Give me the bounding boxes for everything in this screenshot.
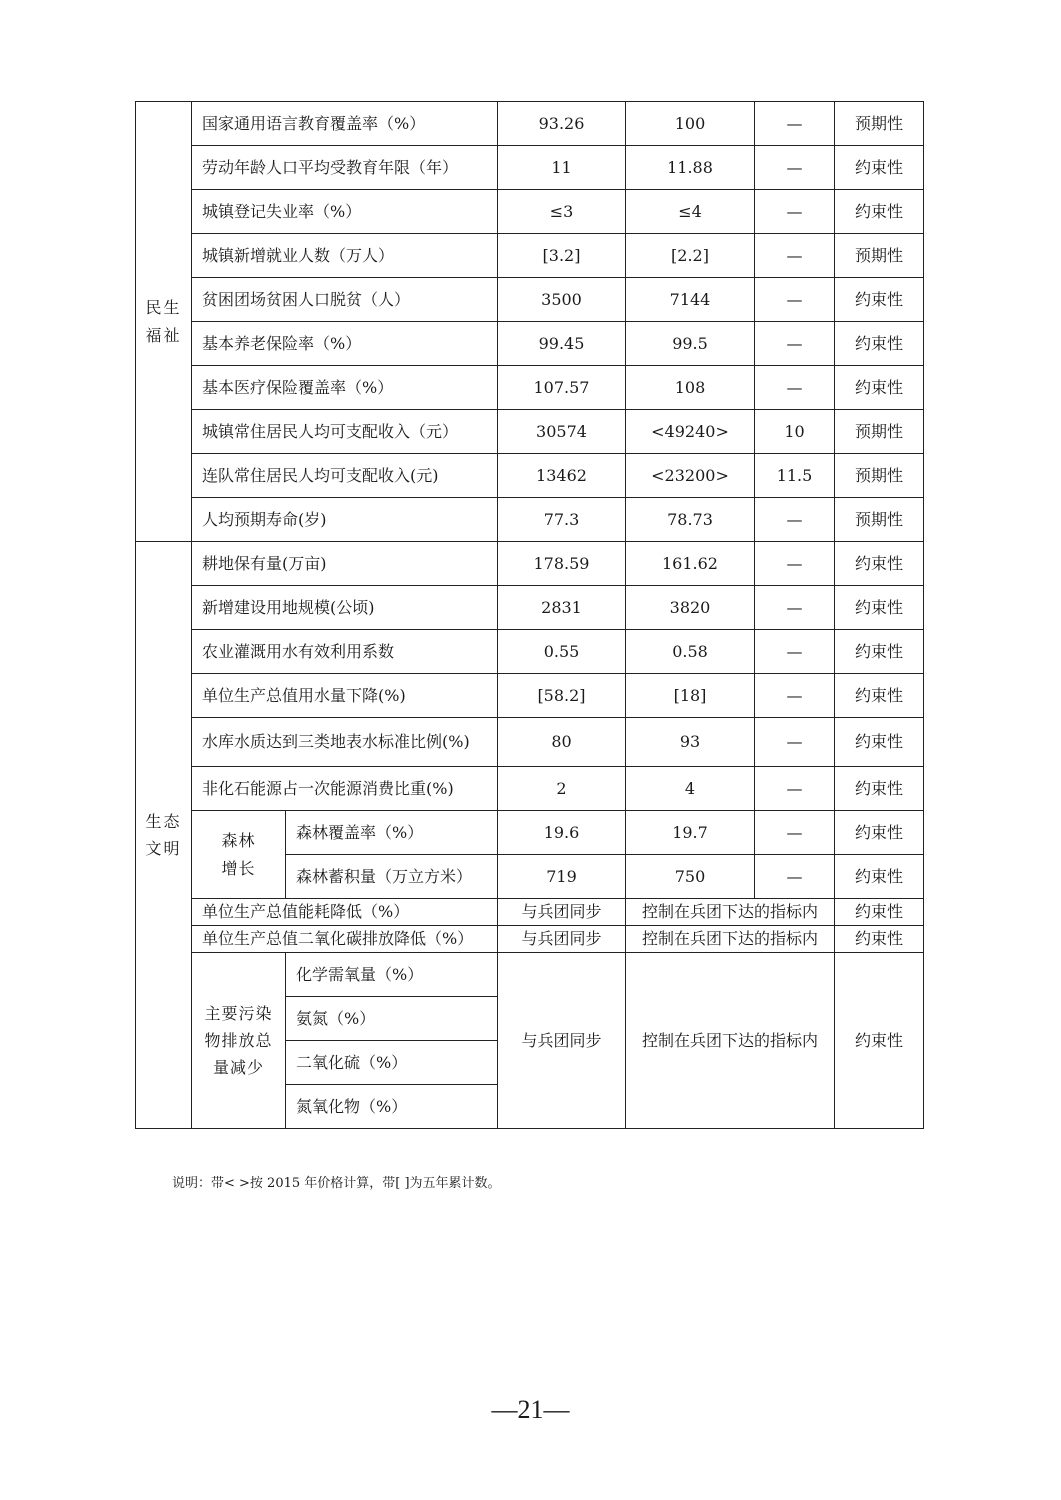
target-value-cell: 19.7	[626, 811, 755, 855]
target-value-cell: 控制在兵团下达的指标内	[626, 953, 835, 1129]
pollutant-item-cell: 氮氧化物（%）	[286, 1085, 498, 1129]
attribute-cell: 约束性	[835, 718, 924, 767]
growth-cell: —	[755, 542, 835, 586]
target-value-cell: 750	[626, 855, 755, 899]
indicator-cell: 森林蓄积量（万立方米）	[286, 855, 498, 899]
base-value-cell: 77.3	[498, 498, 626, 542]
indicator-cell: 农业灌溉用水有效利用系数	[192, 630, 498, 674]
growth-cell: 10	[755, 410, 835, 454]
growth-cell: —	[755, 767, 835, 811]
growth-cell: 11.5	[755, 454, 835, 498]
target-value-cell: 100	[626, 102, 755, 146]
target-value-cell: 11.88	[626, 146, 755, 190]
group-cell-livelihood: 民生 福祉	[136, 102, 192, 542]
attribute-cell: 预期性	[835, 454, 924, 498]
base-value-cell: 30574	[498, 410, 626, 454]
base-value-cell: 0.55	[498, 630, 626, 674]
base-value-cell: 107.57	[498, 366, 626, 410]
target-value-cell: 4	[626, 767, 755, 811]
indicator-cell: 森林覆盖率（%）	[286, 811, 498, 855]
base-value-cell: 719	[498, 855, 626, 899]
base-value-cell: 13462	[498, 454, 626, 498]
table-row	[136, 454, 924, 498]
growth-cell: —	[755, 366, 835, 410]
target-value-cell: ≤4	[626, 190, 755, 234]
attribute-cell: 预期性	[835, 410, 924, 454]
attribute-cell: 约束性	[835, 811, 924, 855]
growth-cell: —	[755, 190, 835, 234]
target-value-cell: <23200>	[626, 454, 755, 498]
table-note: 说明：带< >按 2015 年价格计算，带[ ]为五年累计数。	[172, 1176, 501, 1191]
pollutant-item-cell: 氨氮（%）	[286, 997, 498, 1041]
target-value-cell: 控制在兵团下达的指标内	[626, 899, 835, 926]
target-value-cell: 3820	[626, 586, 755, 630]
base-value-cell: 2	[498, 767, 626, 811]
indicator-cell: 城镇常住居民人均可支配收入（元）	[192, 410, 498, 454]
growth-cell: —	[755, 586, 835, 630]
base-value-cell: 3500	[498, 278, 626, 322]
base-value-cell: [58.2]	[498, 674, 626, 718]
growth-cell: —	[755, 630, 835, 674]
base-value-cell: 2831	[498, 586, 626, 630]
base-value-cell: 与兵团同步	[498, 899, 626, 926]
attribute-cell: 约束性	[835, 855, 924, 899]
table-row	[136, 410, 924, 454]
attribute-cell: 约束性	[835, 767, 924, 811]
attribute-cell: 预期性	[835, 498, 924, 542]
attribute-cell: 约束性	[835, 674, 924, 718]
attribute-cell: 约束性	[835, 586, 924, 630]
growth-cell: —	[755, 498, 835, 542]
target-value-cell: <49240>	[626, 410, 755, 454]
attribute-cell: 预期性	[835, 234, 924, 278]
growth-cell: —	[755, 811, 835, 855]
table-row	[136, 586, 924, 630]
table-row	[136, 899, 924, 926]
indicator-cell: 耕地保有量(万亩)	[192, 542, 498, 586]
subgroup-cell-forest: 森林 增长	[192, 811, 286, 899]
indicator-cell: 基本医疗保险覆盖率（%）	[192, 366, 498, 410]
growth-cell: —	[755, 278, 835, 322]
base-value-cell: 19.6	[498, 811, 626, 855]
attribute-cell: 约束性	[835, 190, 924, 234]
target-value-cell: 161.62	[626, 542, 755, 586]
target-value-cell: [18]	[626, 674, 755, 718]
attribute-cell: 约束性	[835, 953, 924, 1129]
base-value-cell: [3.2]	[498, 234, 626, 278]
base-value-cell: 99.45	[498, 322, 626, 366]
target-value-cell: 控制在兵团下达的指标内	[626, 926, 835, 953]
table-row	[136, 366, 924, 410]
indicator-cell: 单位生产总值二氧化碳排放降低（%）	[192, 926, 498, 953]
table-row	[136, 190, 924, 234]
attribute-cell: 预期性	[835, 102, 924, 146]
pollutant-item-cell: 二氧化硫（%）	[286, 1041, 498, 1085]
attribute-cell: 约束性	[835, 146, 924, 190]
target-value-cell: 0.58	[626, 630, 755, 674]
target-value-cell: 99.5	[626, 322, 755, 366]
table-row	[136, 498, 924, 542]
indicator-cell: 单位生产总值用水量下降(%)	[192, 674, 498, 718]
target-value-cell: 108	[626, 366, 755, 410]
target-value-cell: 93	[626, 718, 755, 767]
indicator-cell: 连队常住居民人均可支配收入(元)	[192, 454, 498, 498]
attribute-cell: 约束性	[835, 278, 924, 322]
growth-cell: —	[755, 234, 835, 278]
target-value-cell: 78.73	[626, 498, 755, 542]
indicator-cell: 城镇登记失业率（%）	[192, 190, 498, 234]
indicator-cell: 劳动年龄人口平均受教育年限（年）	[192, 146, 498, 190]
attribute-cell: 约束性	[835, 630, 924, 674]
indicator-cell: 人均预期寿命(岁)	[192, 498, 498, 542]
group-cell-ecology: 生态 文明	[136, 542, 192, 1129]
indicator-table	[135, 101, 924, 1129]
indicator-cell: 贫困团场贫困人口脱贫（人）	[192, 278, 498, 322]
table-row	[136, 146, 924, 190]
indicator-cell: 单位生产总值能耗降低（%）	[192, 899, 498, 926]
base-value-cell: 93.26	[498, 102, 626, 146]
indicator-cell: 水库水质达到三类地表水标准比例(%)	[192, 718, 498, 767]
table-row	[136, 322, 924, 366]
attribute-cell: 约束性	[835, 366, 924, 410]
table-row	[136, 234, 924, 278]
growth-cell: —	[755, 855, 835, 899]
table-row	[136, 102, 924, 146]
growth-cell: —	[755, 146, 835, 190]
attribute-cell: 约束性	[835, 899, 924, 926]
target-value-cell: [2.2]	[626, 234, 755, 278]
table-row	[136, 811, 924, 855]
growth-cell: —	[755, 102, 835, 146]
table-row	[136, 718, 924, 767]
growth-cell: —	[755, 322, 835, 366]
table-row	[136, 542, 924, 586]
table-row	[136, 953, 924, 997]
indicator-cell: 非化石能源占一次能源消费比重(%)	[192, 767, 498, 811]
table-row	[136, 767, 924, 811]
base-value-cell: 178.59	[498, 542, 626, 586]
base-value-cell: 与兵团同步	[498, 926, 626, 953]
growth-cell: —	[755, 674, 835, 718]
base-value-cell: 与兵团同步	[498, 953, 626, 1129]
base-value-cell: ≤3	[498, 190, 626, 234]
base-value-cell: 80	[498, 718, 626, 767]
table-row	[136, 674, 924, 718]
attribute-cell: 约束性	[835, 542, 924, 586]
page-number: —21—	[491, 1395, 570, 1424]
growth-cell: —	[755, 718, 835, 767]
pollutant-item-cell: 化学需氧量（%）	[286, 953, 498, 997]
target-value-cell: 7144	[626, 278, 755, 322]
table-row	[136, 278, 924, 322]
table-row	[136, 926, 924, 953]
table-row	[136, 630, 924, 674]
attribute-cell: 约束性	[835, 322, 924, 366]
indicator-cell: 国家通用语言教育覆盖率（%）	[192, 102, 498, 146]
attribute-cell: 约束性	[835, 926, 924, 953]
base-value-cell: 11	[498, 146, 626, 190]
subgroup-cell-pollutants: 主要污染 物排放总 量减少	[192, 953, 286, 1129]
indicator-cell: 城镇新增就业人数（万人）	[192, 234, 498, 278]
indicator-cell: 新增建设用地规模(公顷)	[192, 586, 498, 630]
indicator-cell: 基本养老保险率（%）	[192, 322, 498, 366]
